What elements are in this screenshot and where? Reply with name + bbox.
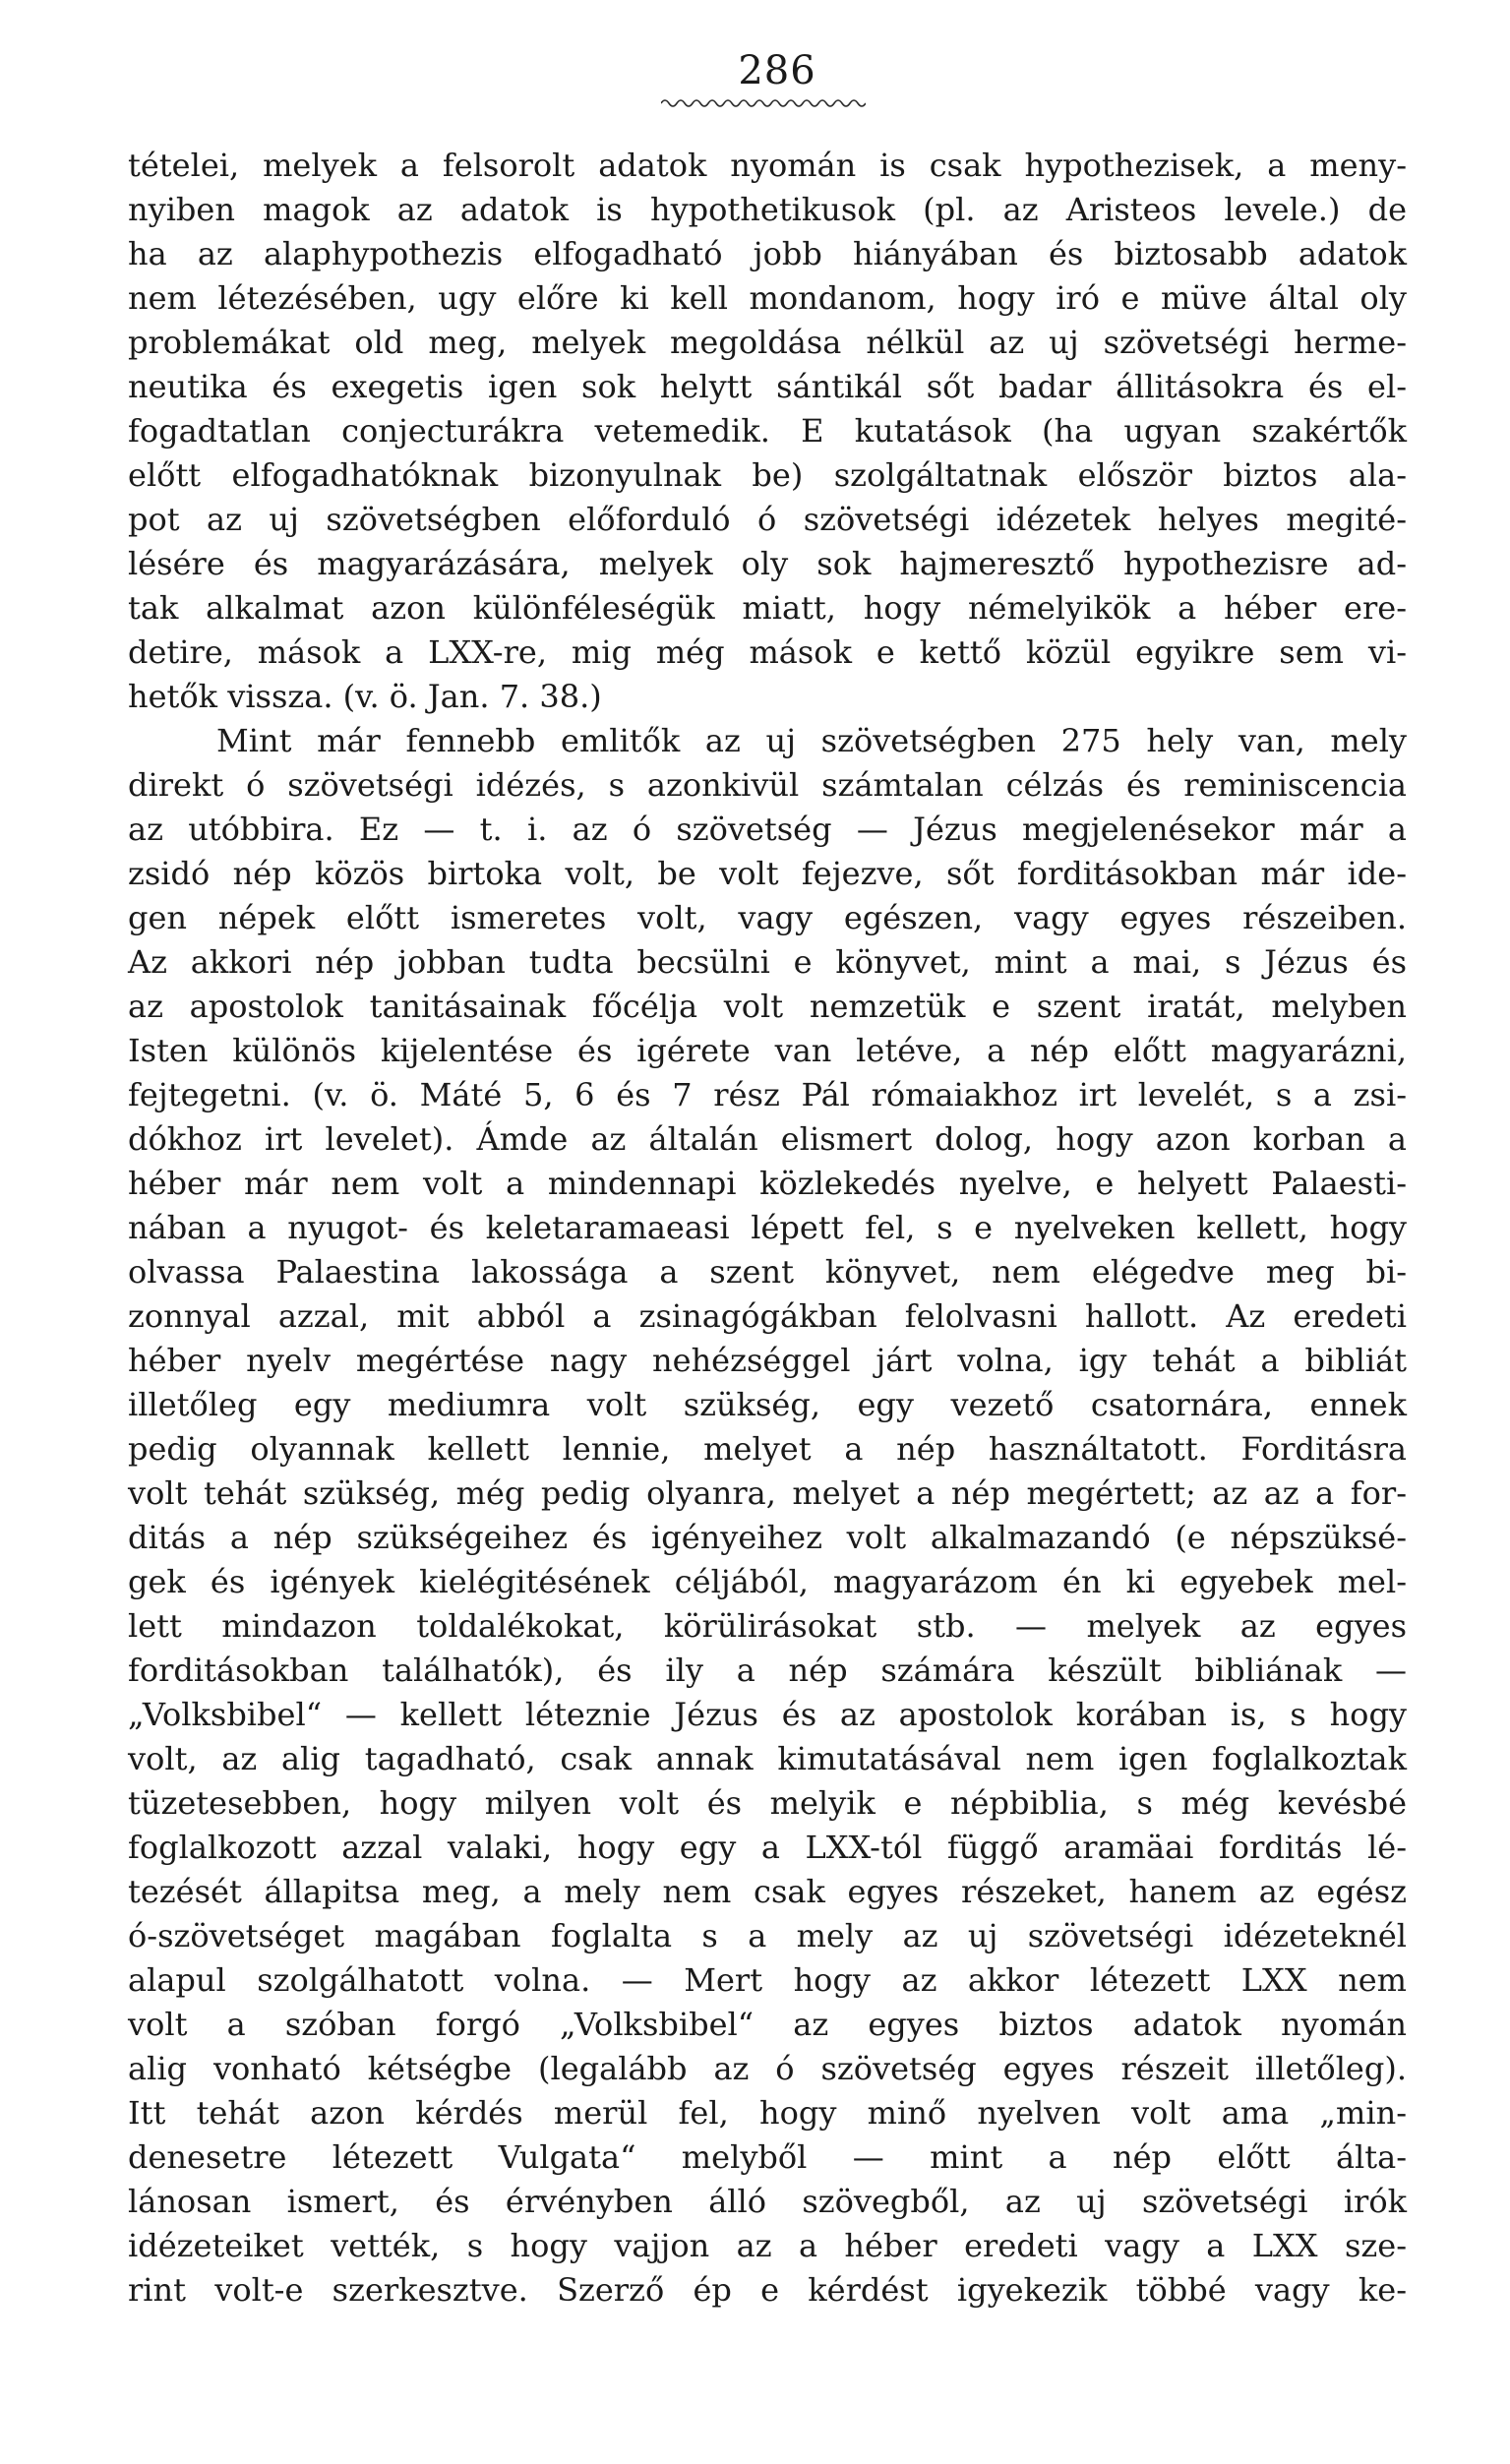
text-line: denesetre létezett Vulgata“ melyből — mint a nép előtt álta-: [128, 2138, 1407, 2176]
text-line: pot az uj szövetségben előforduló ó szövetségi idézetek helyes megité-: [128, 501, 1407, 538]
text-line: lett mindazon toldalékokat, körülirásokat stb. — melyek az egyes: [128, 1607, 1407, 1645]
text-line: fogadtatlan conjecturákra vetemedik. E kutatások (ha ugyan szakértők: [128, 412, 1407, 450]
text-line: gen népek előtt ismeretes volt, vagy egészen, vagy egyes részeiben.: [128, 899, 1407, 936]
text-line: héber nyelv megértése nagy nehézséggel járt volna, igy tehát a bibliát: [128, 1342, 1407, 1379]
text-line: problemákat old meg, melyek megoldása nélkül az uj szövetségi herme-: [128, 324, 1407, 361]
text-line: detire, mások a LXX-re, mig még mások e kettő közül egyikre sem vi-: [128, 633, 1407, 671]
text-line: fejtegetni. (v. ö. Máté 5, 6 és 7 rész Pál rómaiakhoz irt levelét, s a zsi-: [128, 1076, 1407, 1113]
text-line: illetőleg egy mediumra volt szükség, egy vezető csatornára, ennek: [128, 1386, 1407, 1423]
text-line: héber már nem volt a mindennapi közlekedés nyelve, e helyett Palaesti-: [128, 1165, 1407, 1202]
text-line: Itt tehát azon kérdés merül fel, hogy minő nyelven volt ama „min-: [128, 2094, 1407, 2132]
text-line: ditás a nép szükségeihez és igényeihez volt alkalmazandó (e népszüksé-: [128, 1519, 1407, 1556]
paragraph-first-line: Mint már fennebb emlitők az uj szövetségben 275 hely van, mely: [216, 722, 1407, 759]
text-line: alig vonható kétségbe (legalább az ó szövetség egyes részeit illetőleg).: [128, 2050, 1407, 2087]
text-line: volt, az alig tagadható, csak annak kimutatásával nem igen foglalkoztak: [128, 1740, 1407, 1777]
text-line: „Volksbibel“ — kellett léteznie Jézus és az apostolok korában is, s hogy: [128, 1696, 1407, 1733]
text-line: foglalkozott azzal valaki, hogy egy a LXX-tól függő aramäai forditás lé-: [128, 1829, 1407, 1866]
text-line: direkt ó szövetségi idézés, s azonkivül számtalan célzás és reminiscencia: [128, 766, 1407, 804]
text-line: Isten különös kijelentése és igérete van letéve, a nép előtt magyarázni,: [128, 1032, 1407, 1069]
text-line: [128, 2313, 1407, 2357]
text-line: ha az alaphypothezis elfogadható jobb hiányában és biztosabb adatok: [128, 235, 1407, 272]
text-line: tételei, melyek a felsorolt adatok nyomán is csak hypothezisek, a meny-: [128, 147, 1407, 184]
text-line: volt tehát szükség, még pedig olyanra, melyet a nép megértett; az az a for-: [128, 1474, 1407, 1512]
text-line: neutika és exegetis igen sok helytt sántikál sőt badar állitásokra és el-: [128, 368, 1407, 405]
text-line: nyiben magok az adatok is hypothetikusok (pl. az Aristeos levele.) de: [128, 191, 1407, 228]
text-line: az utóbbira. Ez — t. i. az ó szövetség — Jézus megjelenésekor már a: [128, 811, 1407, 848]
text-line: forditásokban találhatók), és ily a nép számára készült bibliának —: [128, 1652, 1407, 1689]
text-line: tak alkalmat azon különféleségük miatt, hogy némelyikök a héber ere-: [128, 589, 1407, 627]
text-line: tüzetesebben, hogy milyen volt és melyik e népbiblia, s még kevésbé: [128, 1784, 1407, 1822]
text-line: pedig olyannak kellett lennie, melyet a nép használtatott. Forditásra: [128, 1430, 1407, 1468]
wavy-ornament-rule: [661, 96, 866, 110]
text-line: alapul szolgálhatott volna. — Mert hogy az akkor létezett LXX nem: [128, 1961, 1407, 1999]
text-line: gek és igények kielégitésének céljából, magyarázom én ki egyebek mel-: [128, 1563, 1407, 1600]
page-number: 286: [738, 48, 816, 93]
body-text: [128, 144, 1407, 2357]
text-line: zsidó nép közös birtoka volt, be volt fejezve, sőt forditásokban már ide-: [128, 855, 1407, 892]
text-line: Az akkori nép jobban tudta becsülni e könyvet, mint a mai, s Jézus és: [128, 943, 1407, 981]
text-line: volt a szóban forgó „Volksbibel“ az egyes biztos adatok nyomán: [128, 2006, 1407, 2043]
text-line: dókhoz irt levelet). Ámde az általán elismert dolog, hogy azon korban a: [128, 1120, 1407, 1158]
text-line: nában a nyugot- és keletaramaeasi lépett fel, s e nyelveken kellett, hogy: [128, 1209, 1407, 1246]
text-line: tezését állapitsa meg, a mely nem csak egyes részeket, hanem az egész: [128, 1873, 1407, 1910]
text-line: rint volt-e szerkesztve. Szerző ép e kérdést igyekezik többé vagy ke-: [128, 2271, 1407, 2309]
text-line: idézeteiket vették, s hogy vajjon az a héber eredeti vagy a LXX sze-: [128, 2227, 1407, 2264]
text-line: lésére és magyarázására, melyek oly sok hajmeresztő hypothezisre ad-: [128, 545, 1407, 582]
text-line: lánosan ismert, és érvényben álló szövegből, az uj szövetségi irók: [128, 2183, 1407, 2220]
text-line: zonnyal azzal, mit abból a zsinagógákban felolvasni hallott. Az eredeti: [128, 1297, 1407, 1335]
text-line: olvassa Palaestina lakossága a szent könyvet, nem elégedve meg bi-: [128, 1253, 1407, 1291]
paragraph-last-line: hetők vissza. (v. ö. Jan. 7. 38.): [128, 678, 602, 715]
text-line: nem létezésében, ugy előre ki kell mondanom, hogy iró e müve által oly: [128, 279, 1407, 317]
text-line: ó-szövetséget magában foglalta s a mely az uj szövetségi idézeteknél: [128, 1917, 1407, 1954]
text-line: az apostolok tanitásainak főcélja volt nemzetük e szent iratát, melyben: [128, 988, 1407, 1025]
text-line: előtt elfogadhatóknak bizonyulnak be) szolgáltatnak először biztos ala-: [128, 456, 1407, 494]
